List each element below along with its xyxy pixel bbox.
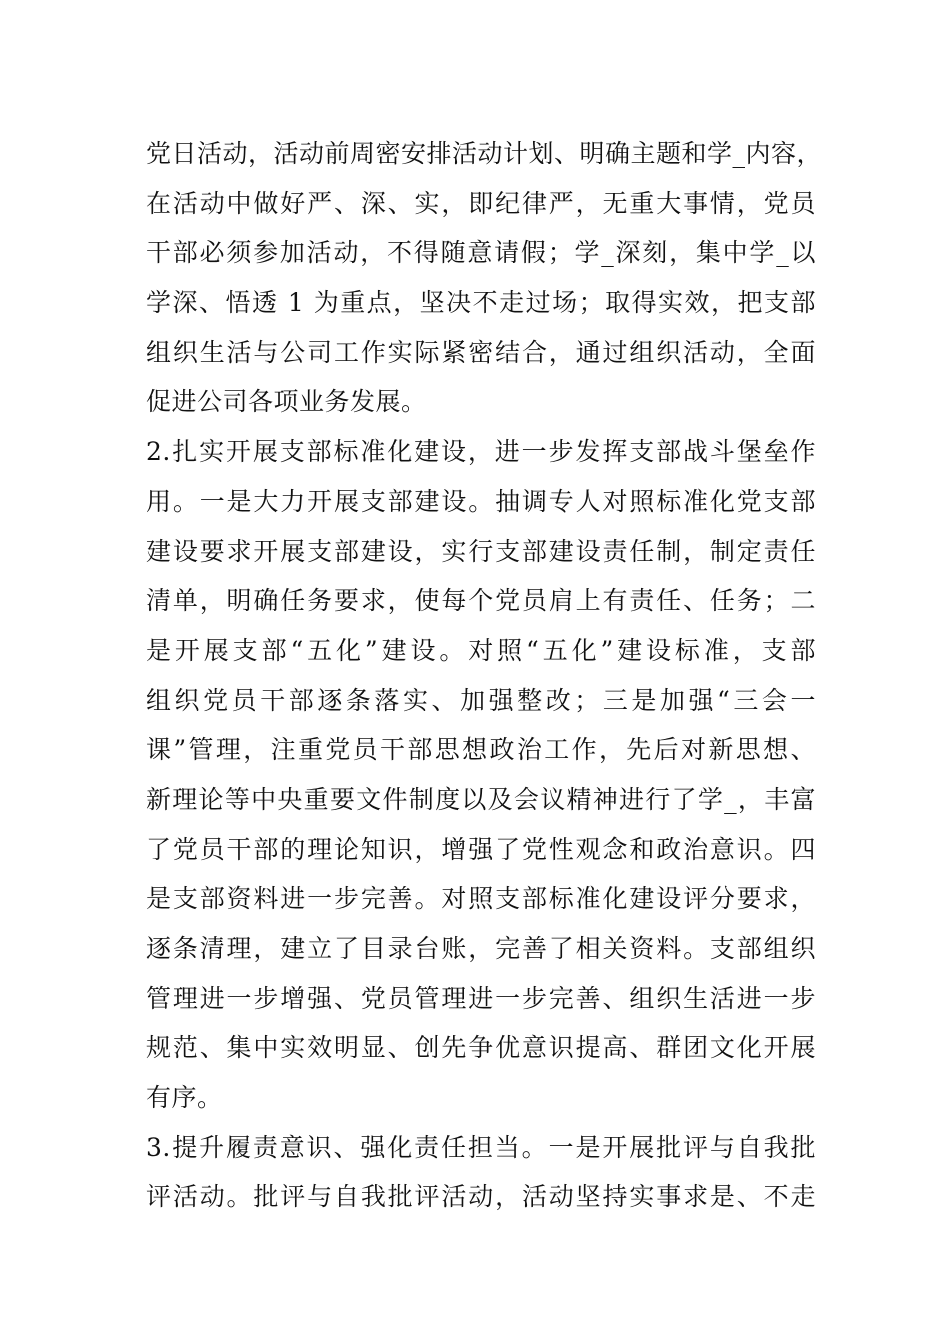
text-line: 组织党员干部逐条落实、加强整改；三是加强“三会一 (146, 685, 816, 715)
text-line: 促进公司各项业务发展。 (146, 387, 427, 417)
text-line: 新理论等中央重要文件制度以及会议精神进行了学_，丰富 (146, 784, 816, 814)
text-line: 了党员干部的理论知识，增强了党性观念和政治意识。四 (146, 834, 816, 864)
text-line: 是支部资料进一步完善。对照支部标准化建设评分要求， (146, 884, 816, 914)
text-line: 课”管理，注重党员干部思想政治工作，先后对新思想、 (146, 735, 816, 765)
text-line: 在活动中做好严、深、实，即纪律严，无重大事情，党员 (146, 188, 816, 218)
text-line: 用。一是大力开展支部建设。抽调专人对照标准化党支部 (146, 486, 816, 516)
text-line: 清单，明确任务要求，使每个党员肩上有责任、任务；二 (146, 586, 816, 616)
text-line: 干部必须参加活动，不得随意请假；学_深刻，集中学_以 (146, 238, 816, 268)
body-text (146, 129, 823, 1222)
text-line: 逐条清理，建立了目录台账，完善了相关资料。支部组织 (146, 934, 816, 963)
text-line: 建设要求开展支部建设，实行支部建设责任制，制定责任 (146, 536, 816, 566)
text-line: 组织生活与公司工作实际紧密结合，通过组织活动，全面 (146, 337, 816, 367)
text-line: 有序。 (146, 1083, 223, 1113)
text-line: 2.扎实开展支部标准化建设，进一步发挥支部战斗堡垒作 (146, 437, 816, 467)
text-line: 党日活动，活动前周密安排活动计划、明确主题和学_内容， (146, 139, 823, 168)
text-line: 是开展支部“五化”建设。对照“五化”建设标准，支部 (146, 635, 816, 665)
text-line: 学深、悟透 1 为重点，坚决不走过场；取得实效，把支部 (146, 288, 816, 318)
text-line: 评活动。批评与自我批评活动，活动坚持实事求是、不走 (146, 1182, 816, 1212)
text-line: 管理进一步增强、党员管理进一步完善、组织生活进一步 (146, 983, 816, 1013)
text-line: 规范、集中实效明显、创先争优意识提高、群团文化开展 (146, 1033, 816, 1063)
text-line: 3.提升履责意识、强化责任担当。一是开展批评与自我批 (146, 1132, 816, 1162)
